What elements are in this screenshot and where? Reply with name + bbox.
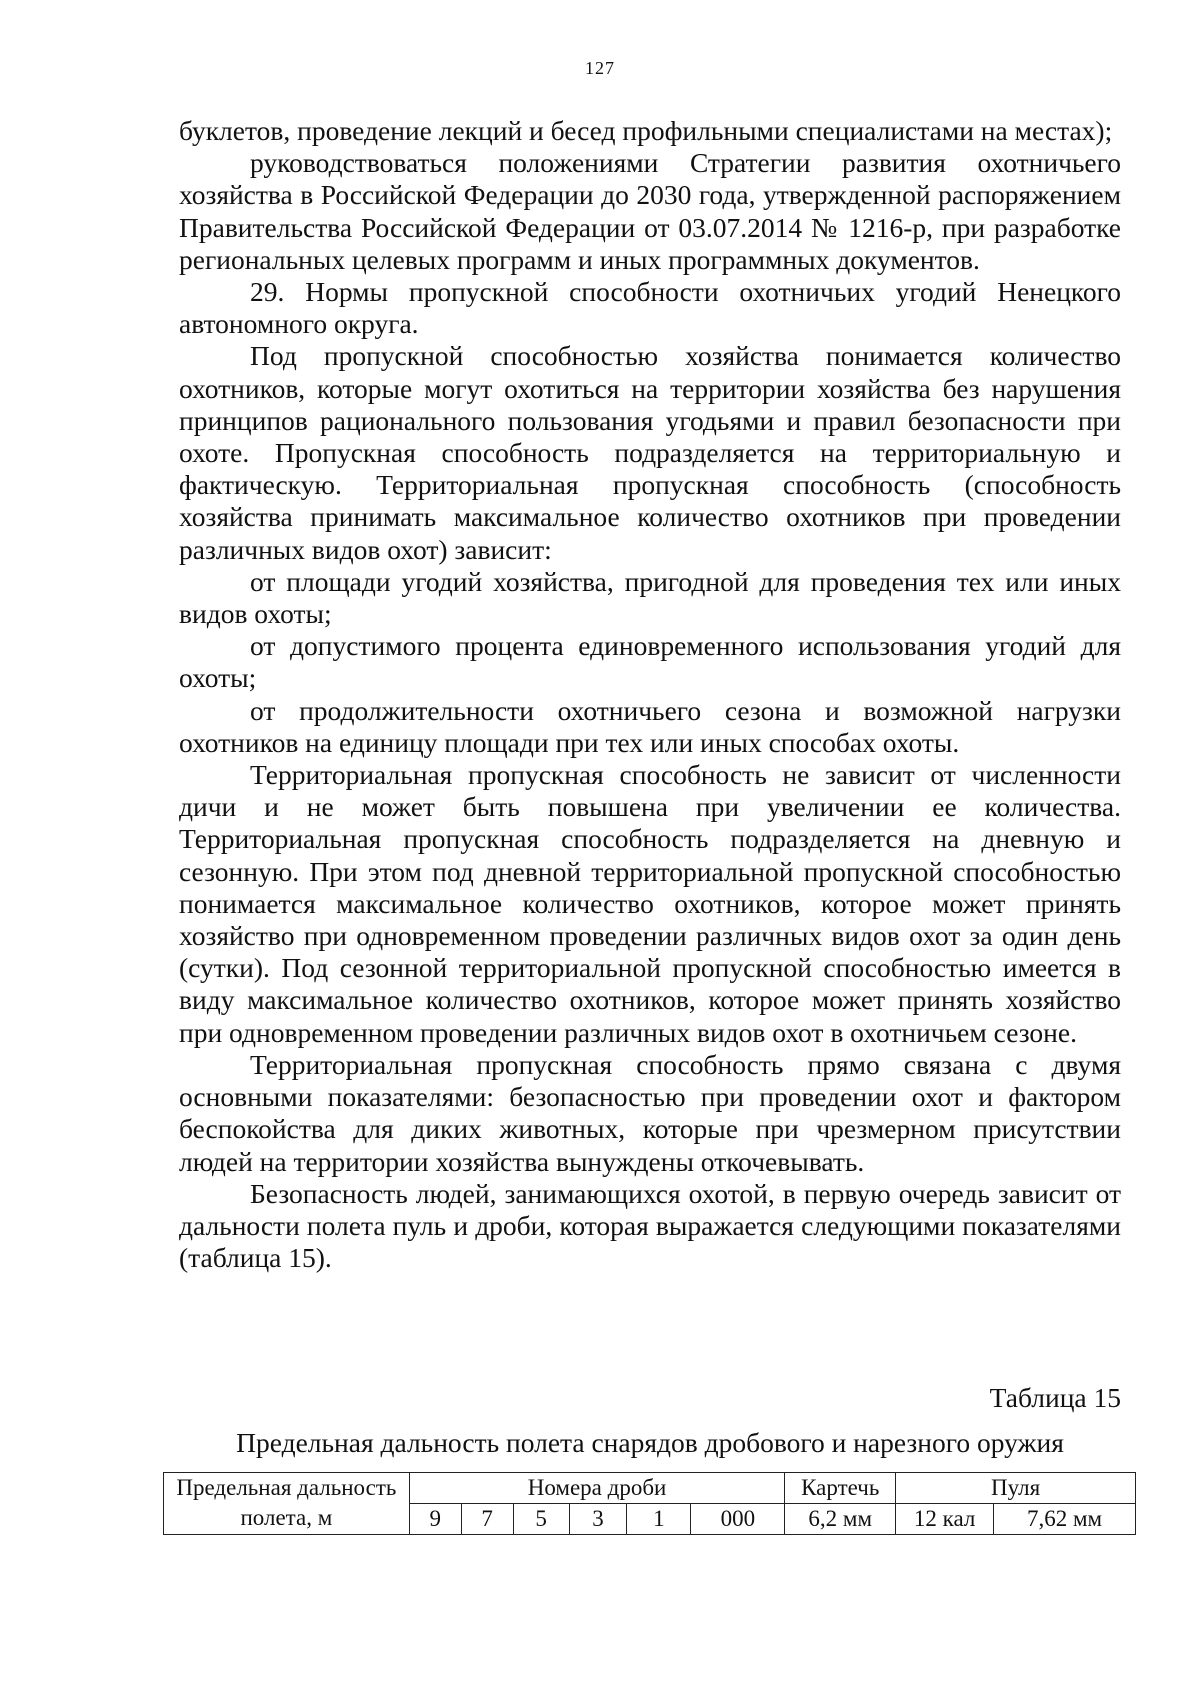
table-subheader-cell: 12 кал	[896, 1504, 994, 1535]
table-group-header: Номера дроби	[409, 1473, 784, 1504]
paragraph: от площади угодий хозяйства, пригодной для проведения тех или иных видов охоты;	[179, 565, 1121, 630]
range-table	[163, 1472, 1136, 1535]
paragraph: Безопасность людей, занимающихся охотой, в первую очередь зависит от дальности полета пуль и дроби, которая выражается следующими показателями (таблица 15).	[179, 1177, 1121, 1274]
paragraph: от продолжительности охотничьего сезона и возможной нагрузки охотников на единицу площади при тех или иных способах охоты.	[179, 694, 1121, 758]
paragraph: буклетов, проведение лекций и бесед профильными специалистами на местах);	[179, 115, 1113, 146]
paragraph: 29. Нормы пропускной способности охотничьих угодий Ненецкого автономного округа.	[179, 276, 1121, 340]
table-row-header: Предельная дальность полета, м	[164, 1473, 410, 1535]
paragraph: от допустимого процента единовременного использования угодий для охоты;	[179, 630, 1121, 694]
paragraph: Под пропускной способностью хозяйства понимается количество охотников, которые могут охотиться на территории хозяйства без нарушения принципов рационального пользования угодьями и правил безопасности при охоте. Пропускная способность подразделяется на территориальную и фактическую. Территориальная пропускная способность (способность хозяйства принимать максимальное количество охотников при проведении различных видов охот) зависит:	[179, 340, 1121, 565]
table-subheader-cell: 6,2 мм	[785, 1504, 896, 1535]
table-subheader-cell: 000	[691, 1504, 785, 1535]
table-subheader-cell: 5	[513, 1504, 569, 1535]
page-number: 127	[585, 58, 615, 78]
table-group-header: Картечь	[785, 1473, 896, 1504]
paragraph: Территориальная пропускная способность не зависит от численности дичи и не может быть повышена при увеличении ее количества. Территориальная пропускная способность подразделяется на дневную и сезонную. При этом под дневной территориальной пропускной способностью понимается максимальное количество охотников, которое может принять хозяйство при одновременном проведении различных видов охот за один день (сутки). Под сезонной территориальной пропускной способностью имеется в виду максимальное количество охотников, которое может принять хозяйство при одновременном проведении различных видов охот в охотничьем сезоне.	[179, 759, 1121, 1048]
table-subheader-cell: 7	[461, 1504, 513, 1535]
table-group-header: Пуля	[896, 1473, 1136, 1504]
table-header-row	[164, 1473, 1136, 1504]
body-text	[179, 115, 1121, 1274]
paragraph: Территориальная пропускная способность прямо связана с двумя основными показателями: безопасностью при проведении охот и фактором беспокойства для диких животных, которые при чрезмерном присутствии людей на территории хозяйства вынуждены откочевывать.	[179, 1048, 1121, 1177]
table-subheader-cell: 7,62 мм	[994, 1504, 1136, 1535]
table-subheader-cell: 3	[569, 1504, 627, 1535]
table-label: Таблица 15	[989, 1382, 1121, 1413]
table-title: Предельная дальность полета снарядов дробового и нарезного оружия	[236, 1427, 1064, 1458]
table-subheader-cell: 1	[627, 1504, 691, 1535]
paragraph: руководствоваться положениями Стратегии развития охотничьего хозяйства в Российской Федерации до 2030 года, утвержденной распоряжением Правительства Российской Федерации от 03.07.2014 № 1216-р, при разработке региональных целевых программ и иных программных документов.	[179, 147, 1121, 275]
table-subheader-cell: 9	[409, 1504, 461, 1535]
